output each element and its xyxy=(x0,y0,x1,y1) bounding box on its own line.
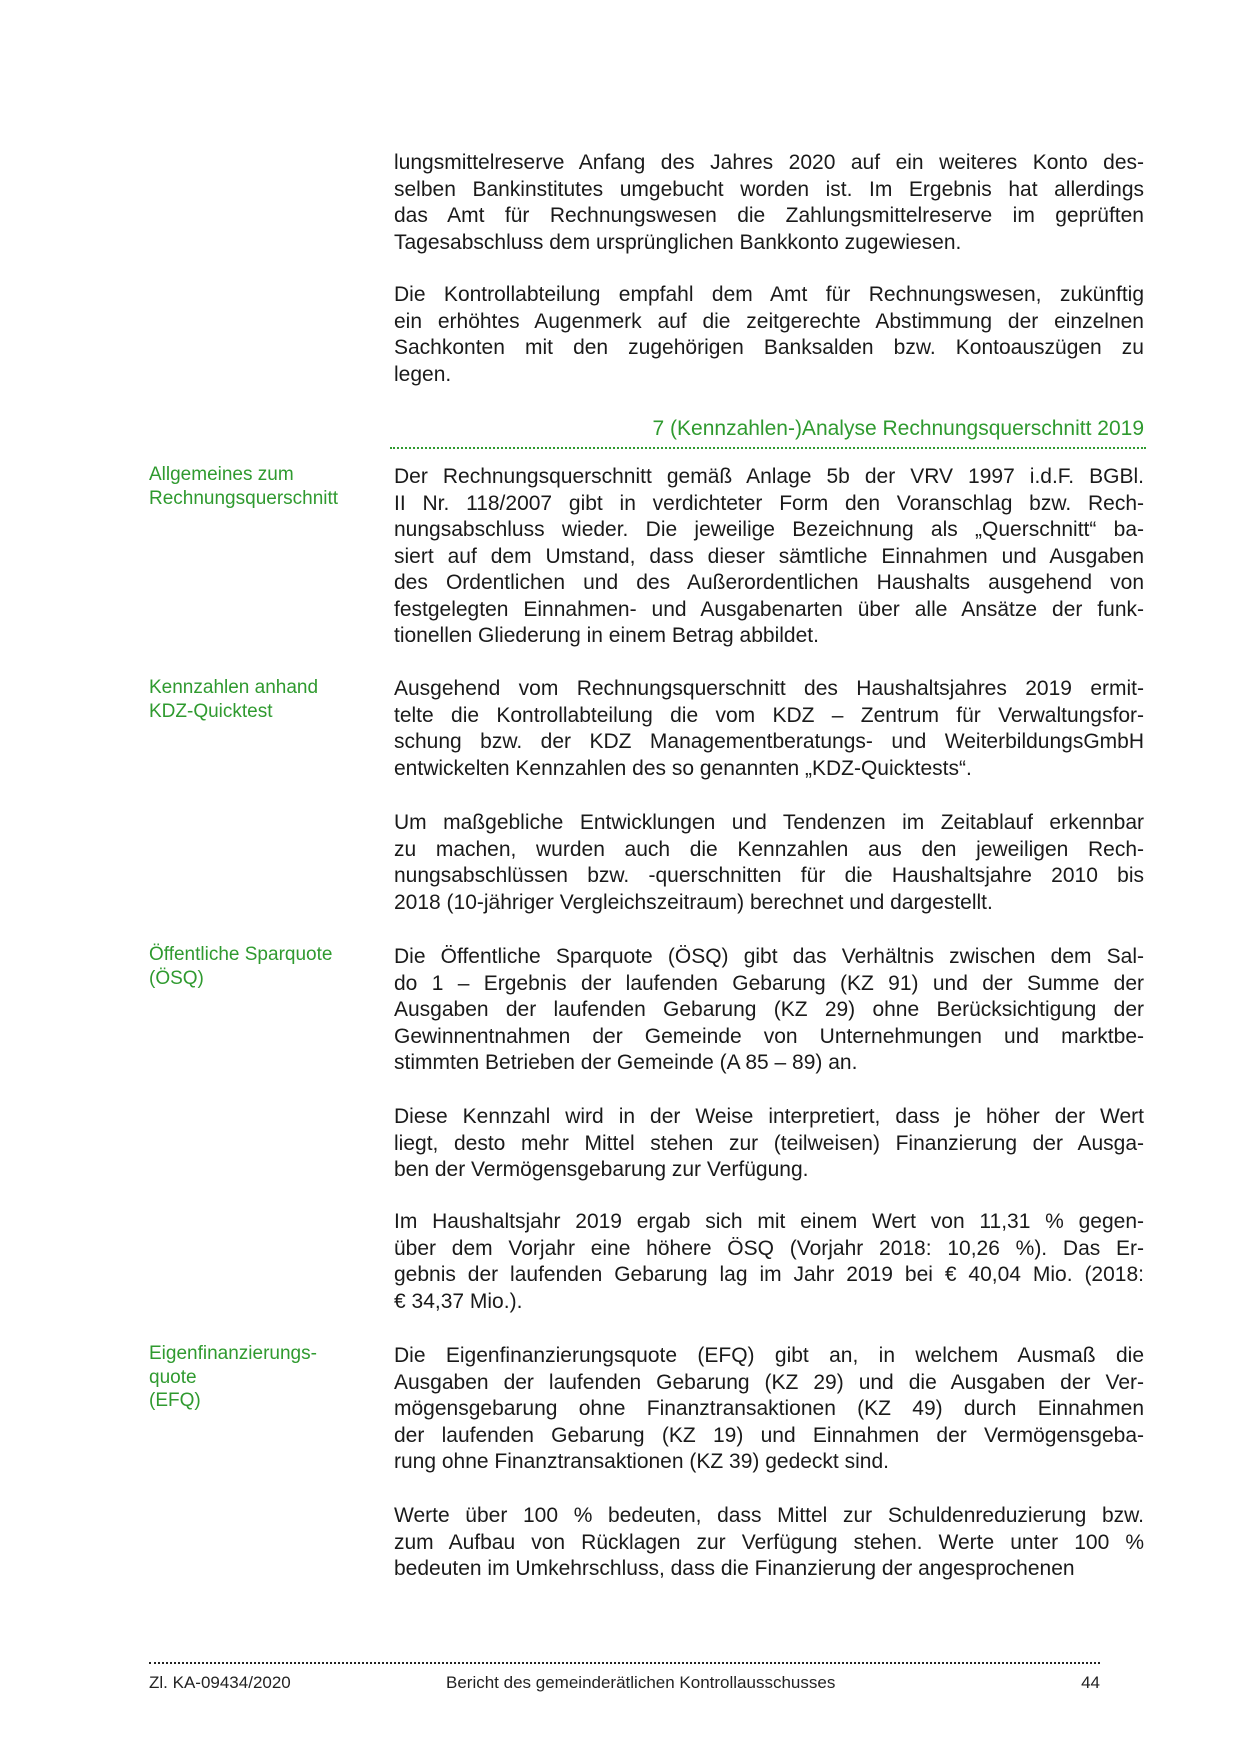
text-line: schung bzw. der KDZ Managementberatungs- und WeiterbildungsGmbH xyxy=(394,730,1144,753)
text-line: Die Öffentliche Sparquote (ÖSQ) gibt das Verhältnis zwischen dem Sal- xyxy=(394,945,1144,968)
margin-label xyxy=(149,463,369,510)
margin-label-line: (ÖSQ) xyxy=(149,967,204,989)
text-line: telte die Kontrollabteilung die vom KDZ – Zentrum für Verwaltungsfor- xyxy=(394,703,1144,727)
paragraph xyxy=(394,464,1144,650)
text-line: Gewinnentnahmen der Gemeinde von Unternehmungen und marktbe- xyxy=(394,1024,1144,1048)
heading-divider xyxy=(390,447,1146,449)
text-line: mögensgebarung ohne Finanztransaktionen (KZ 49) durch Einnahmen xyxy=(394,1397,1144,1420)
text-line: Ausgaben der laufenden Gebarung (KZ 29) ohne Berücksichtigung der xyxy=(394,998,1144,1021)
text-line: siert auf dem Umstand, dass dieser sämtliche Einnahmen und Ausgaben xyxy=(394,544,1144,568)
paragraph xyxy=(394,150,1144,256)
text-line: zum Aufbau von Rücklagen zur Verfügung stehen. Werte unter 100 % xyxy=(394,1530,1144,1554)
margin-label-line: Kennzahlen anhand xyxy=(149,677,319,698)
margin-label xyxy=(149,943,369,990)
margin-label xyxy=(149,1342,369,1413)
paragraph xyxy=(394,1209,1144,1315)
text-line: do 1 – Ergebnis der laufenden Gebarung (KZ 91) und der Summe der xyxy=(394,971,1144,995)
text-line: tionellen Gliederung in einem Betrag abbildet. xyxy=(394,624,819,647)
text-line: ben der Vermögensgebarung zur Verfügung. xyxy=(394,1158,809,1181)
margin-label xyxy=(149,676,369,723)
margin-label-line: Öffentliche Sparquote xyxy=(149,944,333,965)
text-line: legen. xyxy=(394,362,452,386)
text-line: über dem Vorjahr eine höhere ÖSQ (Vorjahr 2018: 10,26 %). Das Er- xyxy=(394,1236,1144,1260)
text-line: nungsabschlüssen bzw. -querschnitten für die Haushaltsjahre 2010 bis xyxy=(394,864,1144,887)
paragraph xyxy=(394,1343,1144,1476)
text-line: Sachkonten mit den zugehörigen Banksalden bzw. Kontoauszügen zu xyxy=(394,336,1144,359)
text-line: bedeuten im Umkehrschluss, dass die Finanzierung der angesprochenen xyxy=(394,1557,1075,1580)
footer-reference: Zl. KA-09434/2020 xyxy=(149,1673,291,1692)
margin-label-line: Allgemeines zum xyxy=(149,464,294,485)
margin-label-line: KDZ-Quicktest xyxy=(149,700,273,722)
text-line: gebnis der laufenden Gebarung lag im Jahr 2019 bei € 40,04 Mio. (2018: xyxy=(394,1263,1144,1286)
text-line: Die Eigenfinanzierungsquote (EFQ) gibt an, in welchem Ausmaß die xyxy=(394,1344,1144,1367)
page-number: 44 xyxy=(1081,1673,1100,1692)
text-line: entwickelten Kennzahlen des so genannten „KDZ-Quicktests“. xyxy=(394,756,972,780)
footer-divider xyxy=(149,1662,1100,1664)
text-line: Tagesabschluss dem ursprünglichen Bankkonto zugewiesen. xyxy=(394,230,962,254)
paragraph xyxy=(394,810,1144,916)
margin-label-line: (EFQ) xyxy=(149,1390,201,1411)
text-line: liegt, desto mehr Mittel stehen zur (teilweisen) Finanzierung der Ausga- xyxy=(394,1131,1144,1155)
margin-label-line: quote xyxy=(149,1366,197,1388)
text-line: Im Haushaltsjahr 2019 ergab sich mit einem Wert von 11,31 % gegen- xyxy=(394,1210,1144,1233)
text-line: Der Rechnungsquerschnitt gemäß Anlage 5b der VRV 1997 i.d.F. BGBl. xyxy=(394,465,1144,488)
text-line: festgelegten Einnahmen- und Ausgabenarten über alle Ansätze der funk- xyxy=(394,597,1144,621)
text-line: selben Bankinstitutes umgebucht worden ist. Im Ergebnis hat allerdings xyxy=(394,177,1144,201)
text-line: rung ohne Finanztransaktionen (KZ 39) gedeckt sind. xyxy=(394,1450,889,1473)
text-line: lungsmittelreserve Anfang des Jahres 2020 auf ein weiteres Konto des- xyxy=(394,151,1144,174)
text-line: Werte über 100 % bedeuten, dass Mittel zur Schuldenreduzierung bzw. xyxy=(394,1504,1144,1527)
paragraph xyxy=(394,1104,1144,1184)
paragraph xyxy=(394,676,1144,782)
section-heading: 7 (Kennzahlen-)Analyse Rechnungsquerschnitt 2019 xyxy=(652,417,1144,440)
text-line: zu machen, wurden auch die Kennzahlen aus den jeweiligen Rech- xyxy=(394,837,1144,861)
text-line: nungsabschluss wieder. Die jeweilige Bezeichnung als „Querschnitt“ ba- xyxy=(394,518,1144,541)
text-line: stimmten Betrieben der Gemeinde (A 85 – 89) an. xyxy=(394,1051,858,1074)
text-line: des Ordentlichen und des Außerordentlichen Haushalts ausgehend von xyxy=(394,571,1144,594)
text-line: Ausgaben der laufenden Gebarung (KZ 29) und die Ausgaben der Ver- xyxy=(394,1370,1144,1394)
margin-label-line: Rechnungsquerschnitt xyxy=(149,487,339,509)
text-line: Diese Kennzahl wird in der Weise interpretiert, dass je höher der Wert xyxy=(394,1105,1144,1128)
text-line: Die Kontrollabteilung empfahl dem Amt für Rechnungswesen, zukünftig xyxy=(394,283,1144,306)
text-line: 2018 (10-jähriger Vergleichszeitraum) berechnet und dargestellt. xyxy=(394,890,993,914)
text-line: Um maßgebliche Entwicklungen und Tendenzen im Zeitablauf erkennbar xyxy=(394,811,1144,834)
text-line: ein erhöhtes Augenmerk auf die zeitgerechte Abstimmung der einzelnen xyxy=(394,309,1144,333)
text-line: Ausgehend vom Rechnungsquerschnitt des Haushaltsjahres 2019 ermit- xyxy=(394,677,1144,700)
paragraph xyxy=(394,944,1144,1077)
text-line: das Amt für Rechnungswesen die Zahlungsmittelreserve im geprüften xyxy=(394,204,1144,227)
footer-title: Bericht des gemeinderätlichen Kontrollausschusses xyxy=(446,1673,836,1692)
paragraph xyxy=(394,1503,1144,1583)
text-line: € 34,37 Mio.). xyxy=(394,1289,523,1313)
margin-label-line: Eigenfinanzierungs- xyxy=(149,1343,317,1364)
text-line: der laufenden Gebarung (KZ 19) und Einnahmen der Vermögensgeba- xyxy=(394,1423,1144,1447)
paragraph xyxy=(394,282,1144,388)
text-line: II Nr. 118/2007 gibt in verdichteter Form den Voranschlag bzw. Rech- xyxy=(394,491,1144,515)
